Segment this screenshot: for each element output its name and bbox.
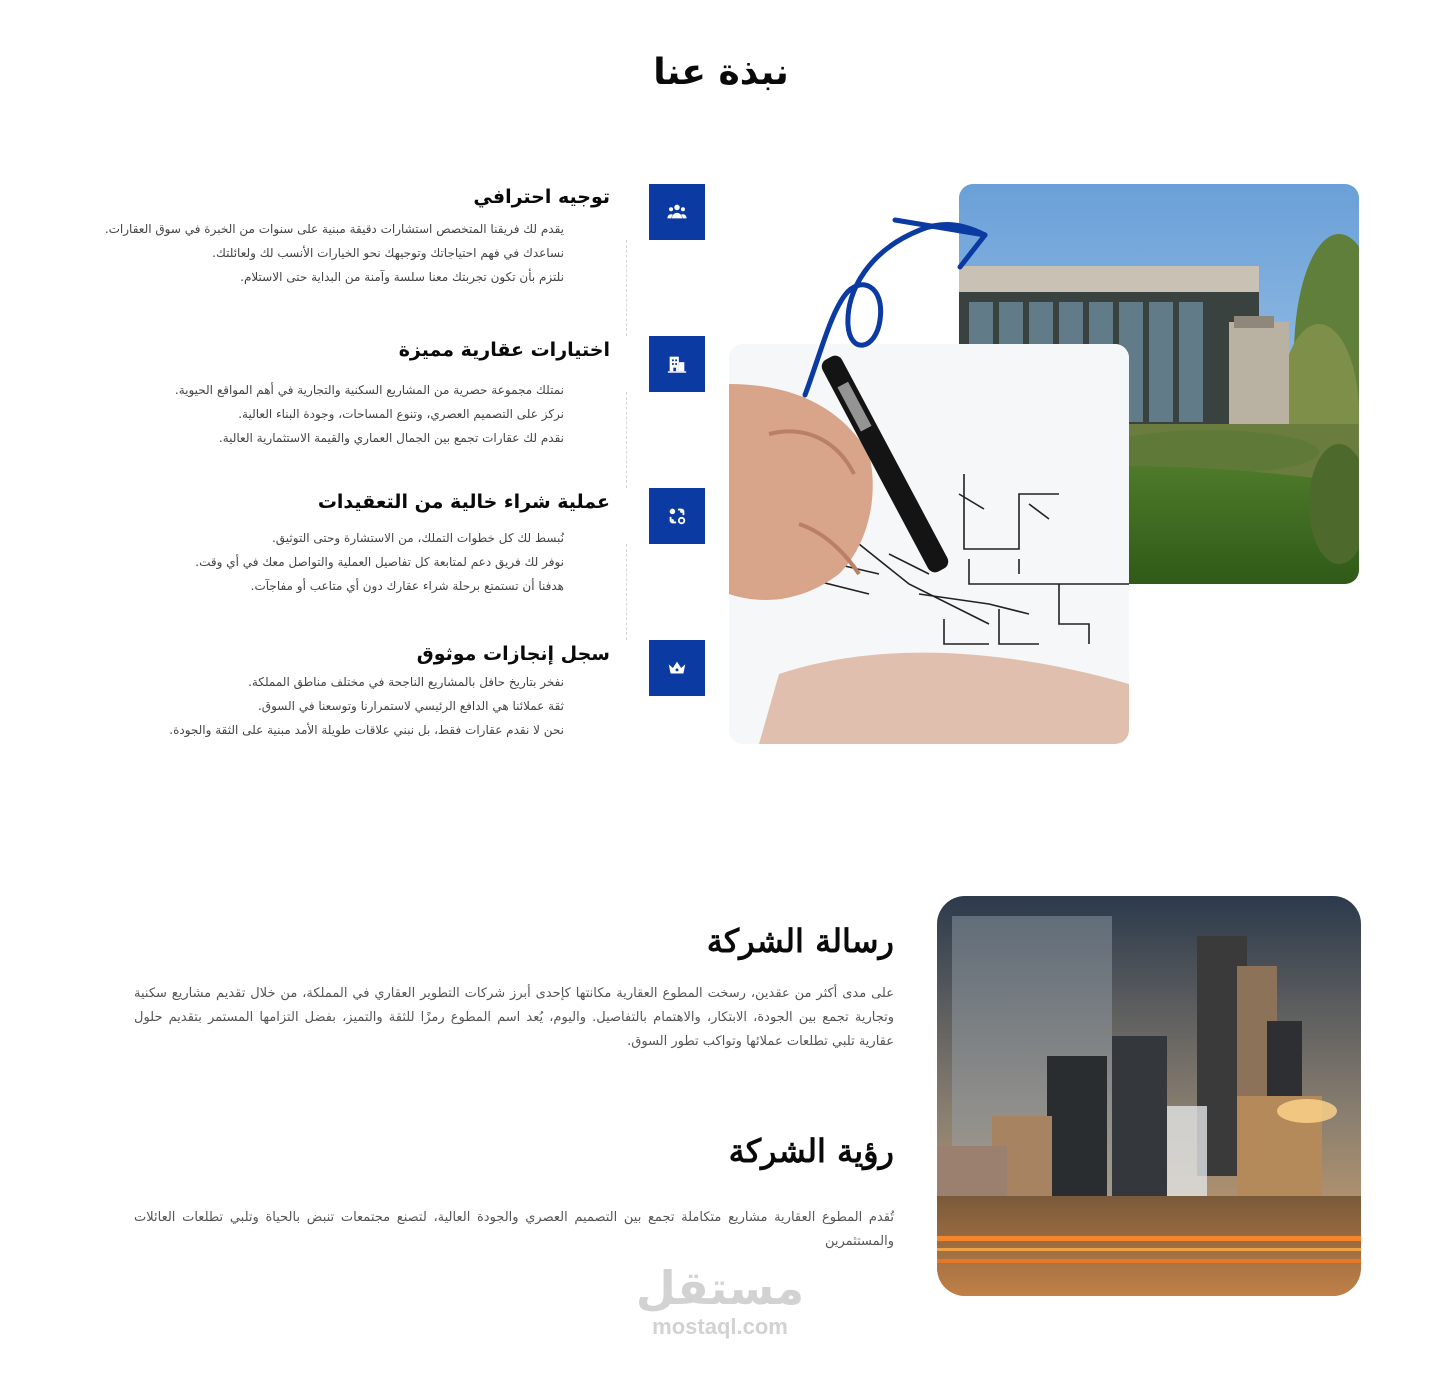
feature-title: توجيه احترافي [473, 186, 610, 208]
decorative-arrow-icon [800, 205, 1000, 405]
feature-line: يقدم لك فريقنا المتخصص استشارات دقيقة مبنية على سنوات من الخبرة في سوق العقارات. [104, 222, 564, 236]
feature-title: اختيارات عقارية مميزة [398, 339, 610, 361]
building-icon [649, 336, 705, 392]
section-title: نبذة عنا [653, 52, 789, 93]
feature-line: نقدم لك عقارات تجمع بين الجمال العماري والقيمة الاستثمارية العالية. [218, 431, 564, 445]
feature-title: سجل إنجازات موثوق [416, 643, 610, 665]
feature-line: نفخر بتاريخ حافل بالمشاريع الناجحة في مختلف مناطق المملكة. [248, 675, 564, 689]
feature-line: نساعدك في فهم احتياجاتك وتوجيهك نحو الخيارات الأنسب لك ولعائلتك. [212, 246, 564, 260]
watermark-arabic: مستقل [635, 1261, 805, 1315]
feature-line: هدفنا أن تستمتع برحلة شراء عقارك دون أي متاعب أو مفاجآت. [250, 579, 564, 593]
watermark-logo [630, 1262, 810, 1340]
feature-easy-purchase [100, 488, 610, 598]
feature-line: نركز على التصميم العصري، وتنوع المساحات، وجودة البناء العالية. [238, 407, 564, 421]
feature-professional-guidance [100, 183, 610, 289]
vision-text: تُقدم المطوع العقارية مشاريع متكاملة تجمع بين التصميم العصري والجودة العالية، لتصنع مجتمعات تنبض بالحياة وتلبي تطلعات العائلات والمستثمرين [134, 1210, 894, 1249]
vision-title: رؤية الشركة [728, 1132, 894, 1170]
feature-line: نلتزم بأن تكون تجربتك معنا سلسة وآمنة من البداية حتى الاستلام. [240, 270, 564, 284]
connector-line [626, 544, 627, 640]
mission-text: على مدى أكثر من عقدين، رسخت المطوع العقارية مكانتها كإحدى أبرز شركات التطوير العقاري في المملكة، من خلال تقديم مشاريع سكنية وتجارية تجمع بين الجودة، الابتكار، والاهتمام بالتفاصيل. واليوم، يُعد اسم المطوع رمزًا للثقة والتميز، بفضل التزامها المستمر بتقديم حلول عقارية تلبي تطلعات عملائها وتواكب تطور السوق. [134, 986, 894, 1049]
feature-line: نوفر لك فريق دعم لمتابعة كل تفاصيل العملية والتواصل معك في أي وقت. [195, 555, 564, 569]
connector-line [626, 240, 627, 336]
feature-title: عملية شراء خالية من التعقيدات [317, 491, 610, 513]
watermark-latin: mostaql.com [652, 1314, 788, 1339]
connector-line [626, 392, 627, 488]
mission-title: رسالة الشركة [706, 922, 894, 960]
process-icon [649, 488, 705, 544]
feature-line: نُبسط لك كل خطوات التملك، من الاستشارة وحتى التوثيق. [271, 531, 564, 545]
feature-premium-options [100, 336, 610, 450]
feature-line: ثقة عملائنا هي الدافع الرئيسي لاستمرارنا وتوسعنا في السوق. [257, 699, 564, 713]
crown-icon [649, 640, 705, 696]
feature-trusted-record [100, 640, 610, 742]
users-icon [649, 184, 705, 240]
feature-line: نحن لا نقدم عقارات فقط، بل نبني علاقات طويلة الأمد مبنية على الثقة والجودة. [169, 723, 564, 737]
city-skyline-photo [937, 896, 1361, 1296]
feature-line: نمتلك مجموعة حصرية من المشاريع السكنية والتجارية في أهم المواقع الحيوية. [174, 383, 564, 397]
